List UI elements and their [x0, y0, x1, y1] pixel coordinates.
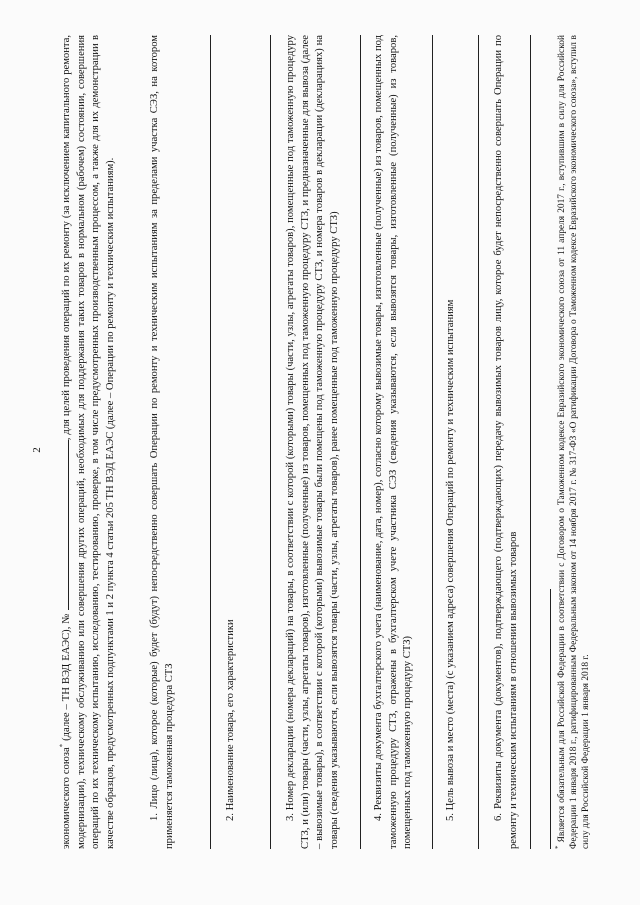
- fill-line-4: [432, 35, 433, 849]
- hs-code-blank: [58, 440, 69, 610]
- intro-end: , для целей проведения операций по их ремонту (за исключением капитального ремонта, модернизации), техническому обслуживанию или совершения других операций, необходимых для поддержания таких товаров в нормальном (рабочем) состоянии, совершения операций по их техническому испытанию, исследованию, тестированию, проверке, в том числе предусмотренных производственным процессом, а также для их демонстрации в качестве образцов, предусмотренных подпунктами 1 и 2 пункта 4 статьи 205 ТН ВЭД ЕАЭС (далее – Операции по ремонту и техническим испытаниям).: [61, 35, 116, 849]
- footnote-separator: [550, 589, 551, 849]
- fill-line-1: [210, 35, 211, 849]
- intro-paragraph: [58, 35, 118, 849]
- rotated-page: [20, 15, 620, 885]
- intro-start: экономического союза: [61, 747, 72, 849]
- fill-line-3: [360, 35, 361, 849]
- item-6: 6. Реквизиты документа (документов), подтверждающего (подтверждающих) передачу вывозимых товаров лицу, которое будет непосредственно совершать Операции по ремонту и техническим испытаниям в отношении вывозимых товаров: [493, 35, 519, 849]
- footnote-mark: *: [553, 845, 562, 849]
- fill-line-6: [530, 35, 531, 849]
- intro-mid: (далее – ТН ВЭД ЕАЭС), №: [61, 613, 72, 744]
- page-number: 2: [31, 447, 43, 453]
- fill-line-5: [478, 35, 479, 849]
- item-2: 2. Наименование товара, его характеристики: [225, 619, 236, 821]
- item-1: 1. Лицо (лица), которое (которые) будет (будут) непосредственно совершать Операции по ремонту и техническим испытаниям за пределами участка СЭЗ, на котором применяется таможенная процедура СТЗ: [149, 35, 175, 849]
- footnote-reference: *: [58, 743, 67, 748]
- item-5: 5. Цель вывоза и место (места) (с указанием адреса) совершения Операций по ремонту и техническим испытаниям: [445, 299, 456, 821]
- footnote-text: Является обязательным для Российской Федерации в соответствии с Договором о Таможенном кодексе Евразийского экономического союза от 11 апреля 2017 г., вступившим в силу для Российской Федерации 1 января 2018 г., ратифицированным Федеральным законом от 14 ноября 2017 г. № 317-ФЗ «О ратификации Договора о Таможенном кодексе Евразийского экономического союза», вступил в силу для Российской Федерации 1 января 2018 г.: [557, 35, 592, 849]
- fill-line-2: [270, 35, 271, 849]
- footnote: [553, 35, 593, 849]
- item-4: 4. Реквизиты документа бухгалтерского учета (наименование, дата, номер), согласно которому вывозимые товары, изготовленные (полученные) из товаров, помещенных под таможенную процедуру СТЗ, отражены в бухгалтерском учете участника СЭЗ (сведения указываются, если вывозятся товары, изготовленные (полученные) из товаров, помещенных под таможенную процедуру СТЗ): [373, 35, 414, 849]
- item-3: 3. Номер декларации (номера деклараций) на товары, в соответствии с которой (которыми) товары (части, узлы, агрегаты товаров), помещенные под таможенную процедуру СТЗ, и (или) товары (части, узлы, агрегаты товаров), изготовленные (полученные) из товаров, помещенных под таможенную процедуру СТЗ, и предназначенные для вывоза (далее – вывозимые товары), в соответствии с которой (которыми) вывозимые товары были помещены под таможенную процедуру СТЗ, и номера товаров в декларации (декларациях) на товары (сведения указываются, если вывозятся товары (части, узлы, агрегаты товаров), ранее помещенные под таможенную процедуру СТЗ): [285, 35, 340, 849]
